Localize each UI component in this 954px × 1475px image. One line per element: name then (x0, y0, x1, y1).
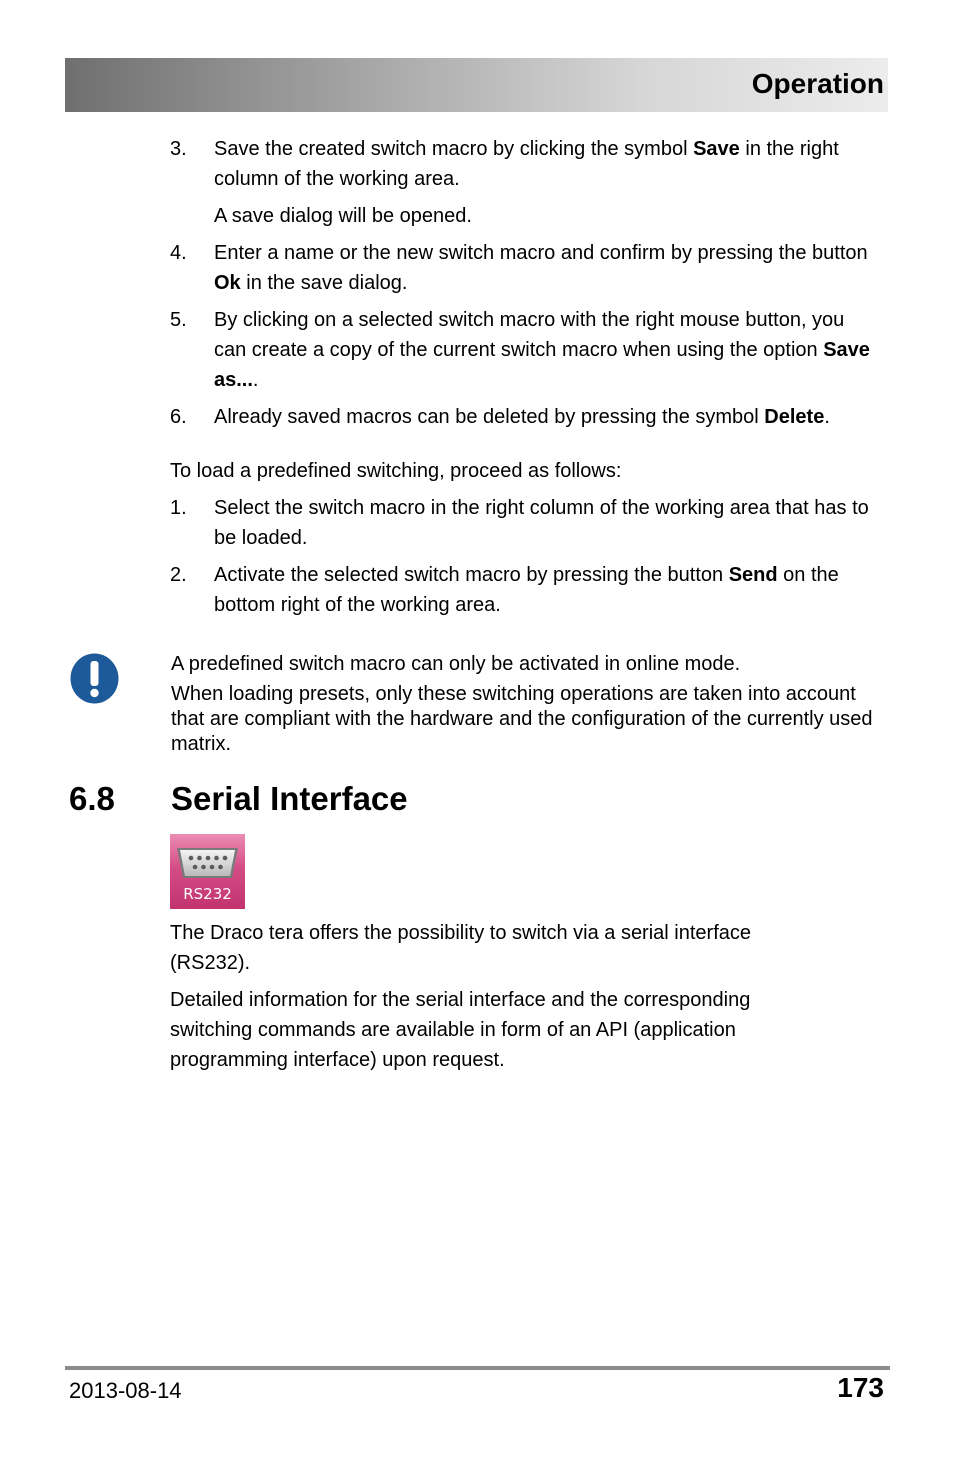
page-number: 173 (837, 1372, 884, 1403)
rs232-label: RS232 (183, 885, 232, 903)
step-text: . (252, 369, 259, 391)
step-text: By clicking on a selected switch macro with the right mouse button, you can create a copy of the current switch macro when using the option (214, 309, 845, 361)
step-text: in the save dialog. (240, 272, 408, 294)
step-keyword: Send (728, 564, 778, 586)
load-intro: To load a predefined switching, proceed as follows: (170, 460, 622, 482)
step-subtext: A save dialog will be opened. (214, 205, 472, 227)
rs232-port-icon (170, 834, 245, 914)
page-header (65, 58, 888, 112)
step-text: Already saved macros can be deleted by pressing the symbol (214, 406, 765, 428)
step-keyword: Ok (214, 272, 241, 294)
step-keyword: Save (693, 138, 740, 160)
footer-divider (65, 1366, 890, 1370)
step-text: Select the switch macro in the right column of the working area that has to be loaded. (214, 497, 869, 549)
step-keyword: Delete (764, 406, 825, 428)
note-line-2: When loading presets, only these switching operations are taken into account that are compliant with the hardware and the configuration of the currently used matrix. (171, 683, 873, 755)
step-text: Enter a name or the new switch macro and confirm by pressing the button (214, 242, 868, 264)
section-title: Serial Interface (171, 780, 408, 817)
step-number: 6. (170, 406, 187, 428)
note-line-1: A predefined switch macro can only be activated in online mode. (171, 653, 741, 675)
step-text: in the right column of the working area. (214, 138, 839, 190)
footer-date: 2013-08-14 (69, 1378, 182, 1403)
step-number: 4. (170, 242, 187, 264)
step-number: 1. (170, 497, 187, 519)
step-text: on the bottom right of the working area. (214, 564, 839, 616)
step-text: Save the created switch macro by clicking the symbol (214, 138, 694, 160)
serial-paragraph-1: The Draco tera offers the possibility to switch via a serial interface (RS232). (170, 922, 751, 974)
exclamation-icon (70, 653, 119, 709)
step-number: 2. (170, 564, 187, 586)
step-number: 5. (170, 309, 187, 331)
step-keyword: Save as... (214, 339, 870, 391)
header-title: Operation (751, 68, 884, 99)
step-number: 3. (170, 138, 187, 160)
step-text: Activate the selected switch macro by pressing the button (214, 564, 729, 586)
section-number: 6.8 (69, 780, 115, 817)
step-text: . (824, 406, 830, 428)
serial-paragraph-2: Detailed information for the serial interface and the corresponding switching commands are available in form of an API (application programming interface) upon request. (170, 989, 751, 1071)
